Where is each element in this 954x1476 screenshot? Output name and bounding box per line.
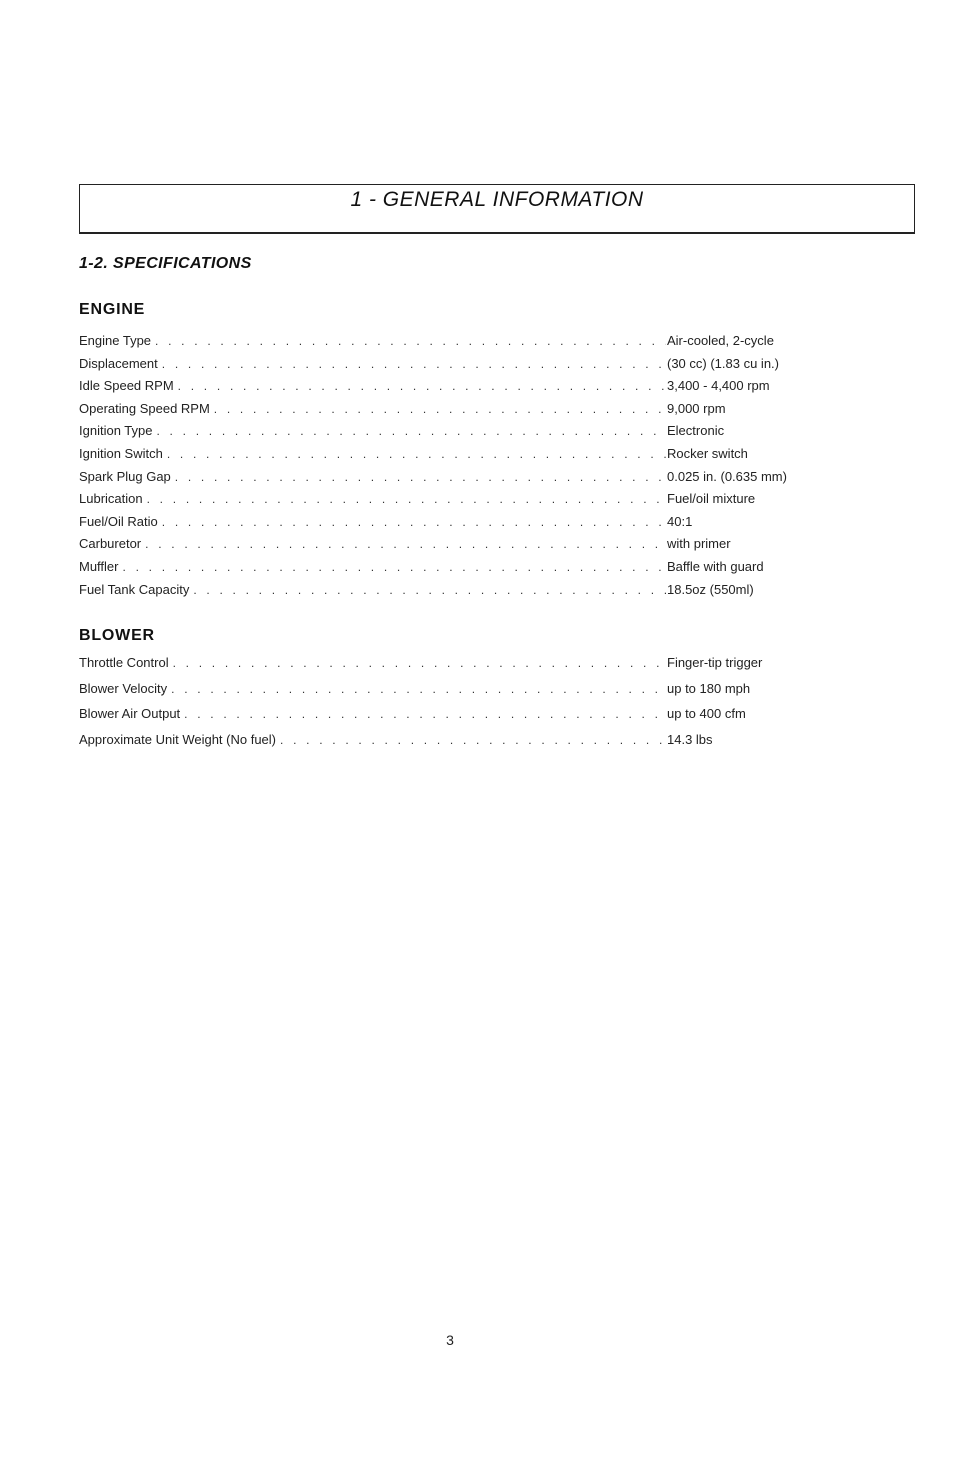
dot-leader	[280, 733, 666, 747]
spec-row-displacement	[79, 356, 819, 379]
spec-row-spark-plug-gap	[79, 469, 819, 492]
spec-value: 9,000 rpm	[667, 400, 726, 416]
spec-row-idle-speed	[79, 378, 819, 401]
blower-spec-list	[79, 655, 819, 757]
dot-leader	[123, 560, 667, 574]
spec-label: Operating Speed RPM	[79, 400, 210, 416]
spec-row-ignition-switch	[79, 446, 819, 469]
spec-value: (30 cc) (1.83 cu in.)	[667, 355, 779, 371]
spec-row-engine-type	[79, 333, 819, 356]
dot-leader	[193, 583, 666, 597]
spec-value: Rocker switch	[667, 445, 748, 461]
dot-leader	[214, 402, 666, 416]
engine-spec-list	[79, 333, 819, 604]
spec-label: Fuel/Oil Ratio	[79, 513, 158, 529]
spec-row-fuel-tank-capacity	[79, 582, 819, 605]
section-title: 1-2. SPECIFICATIONS	[79, 255, 252, 272]
spec-label: Blower Air Output	[79, 706, 181, 721]
spec-row-lubrication	[79, 491, 819, 514]
spec-row-ignition-type	[79, 423, 819, 446]
spec-label: Blower Velocity	[79, 680, 168, 696]
spec-row-operating-speed	[79, 401, 819, 424]
spec-row-throttle-control	[79, 655, 819, 681]
spec-label: Throttle Control	[79, 655, 169, 670]
dot-leader	[171, 682, 666, 696]
spec-value: up to 400 cfm	[667, 706, 746, 721]
blower-heading: BLOWER	[79, 627, 155, 644]
spec-row-muffler	[79, 559, 819, 582]
spec-value: Finger-tip trigger	[667, 655, 763, 670]
spec-label: Approximate Unit Weight (No fuel)	[79, 731, 277, 747]
spec-row-carburetor	[79, 536, 819, 559]
spec-value: Fuel/oil mixture	[667, 491, 756, 507]
spec-value: 18.5oz (550ml)	[667, 581, 754, 597]
spec-value: Baffle with guard	[667, 558, 764, 574]
spec-value: Air-cooled, 2-cycle	[667, 333, 774, 348]
spec-label: Fuel Tank Capacity	[79, 581, 190, 597]
dot-leader	[145, 537, 666, 551]
spec-value: up to 180 mph	[667, 680, 751, 696]
spec-value: 40:1	[667, 513, 693, 529]
dot-leader	[162, 515, 666, 529]
dot-leader	[173, 656, 666, 670]
chapter-title: 1 - GENERAL INFORMATION	[350, 188, 644, 212]
spec-label: Ignition Type	[79, 423, 153, 439]
dot-leader	[155, 334, 666, 348]
dot-leader	[156, 424, 666, 438]
page-number: 3	[446, 1332, 454, 1348]
spec-value: 14.3 lbs	[667, 731, 713, 747]
spec-row-fuel-oil-ratio	[79, 514, 819, 537]
spec-label: Engine Type	[79, 333, 152, 348]
dot-leader	[184, 707, 666, 721]
spec-value: Electronic	[667, 423, 725, 439]
spec-label: Displacement	[79, 355, 158, 371]
spec-row-blower-air-output	[79, 706, 819, 732]
dot-leader	[167, 447, 666, 461]
spec-label: Idle Speed RPM	[79, 378, 174, 394]
spec-row-unit-weight	[79, 732, 819, 758]
engine-heading: ENGINE	[79, 301, 146, 318]
dot-leader	[147, 492, 666, 506]
spec-value: 0.025 in. (0.635 mm)	[667, 468, 787, 484]
spec-label: Ignition Switch	[79, 445, 163, 461]
spec-label: Muffler	[79, 558, 119, 574]
chapter-header-box	[79, 184, 915, 234]
spec-label: Carburetor	[79, 536, 142, 552]
dot-leader	[175, 470, 666, 484]
spec-row-blower-velocity	[79, 681, 819, 707]
dot-leader	[162, 357, 666, 371]
spec-value: with primer	[667, 536, 731, 552]
spec-label: Spark Plug Gap	[79, 468, 171, 484]
spec-label: Lubrication	[79, 491, 143, 507]
spec-value: 3,400 - 4,400 rpm	[667, 378, 770, 394]
dot-leader	[178, 379, 666, 393]
